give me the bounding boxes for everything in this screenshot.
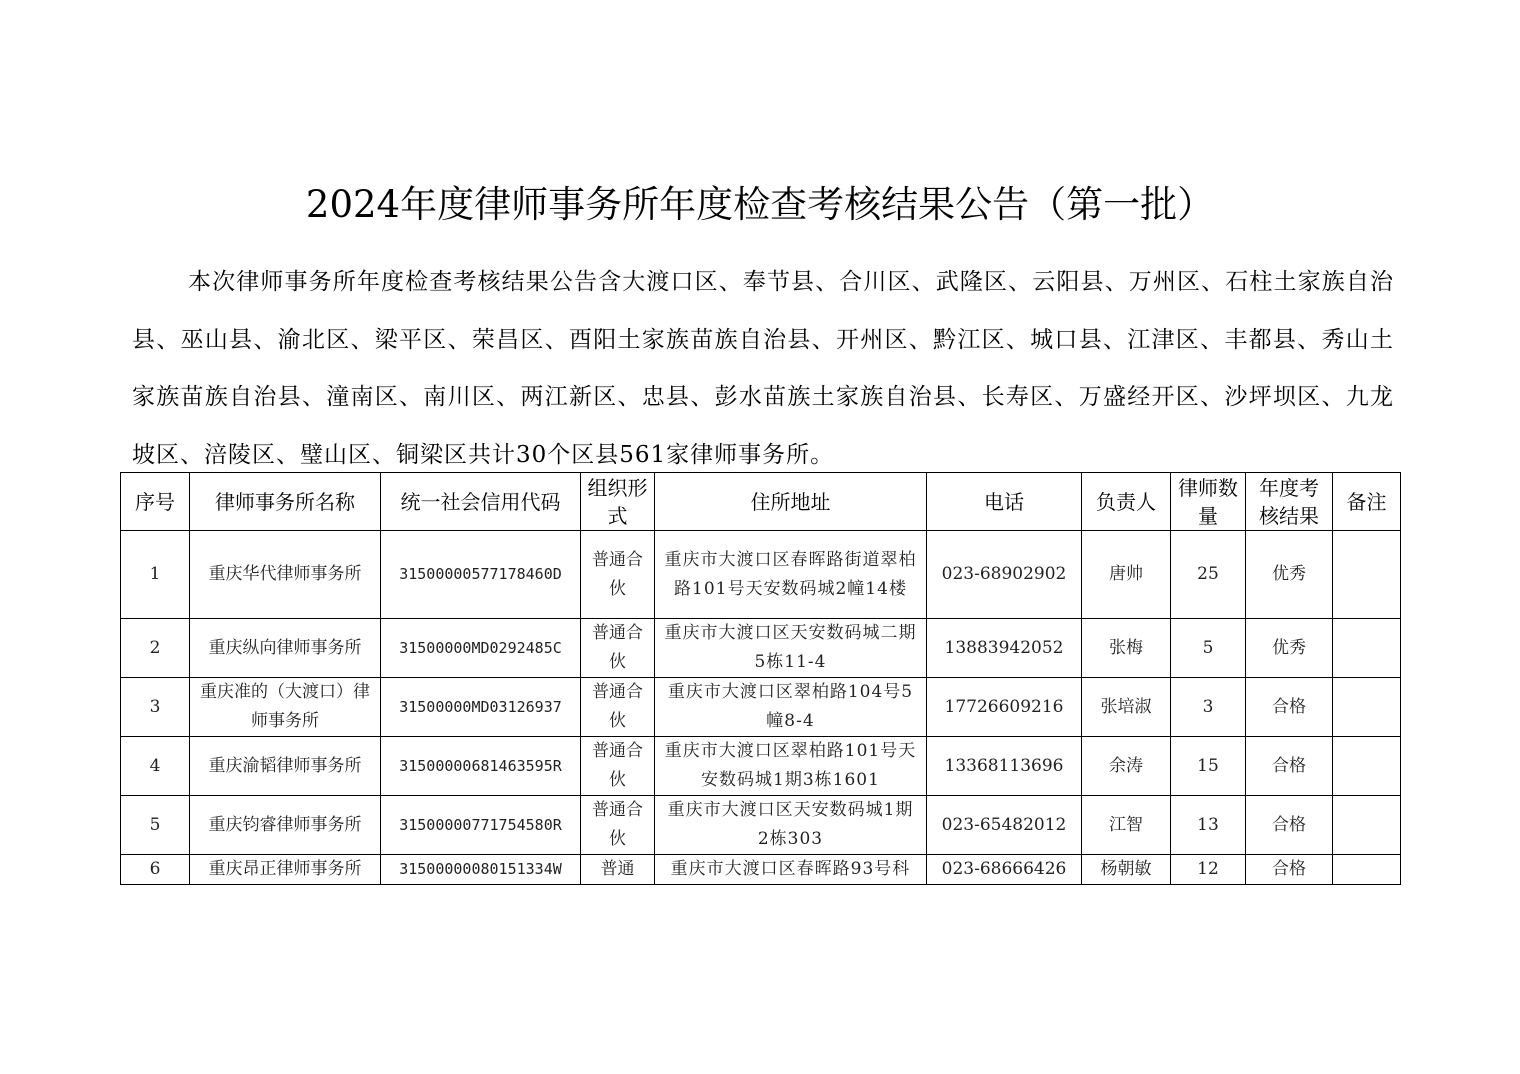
cell-lawyer-count: 12 [1171, 855, 1246, 885]
cell-note [1333, 855, 1401, 885]
cell-address: 重庆市大渡口区天安数码城1期2栋303 [655, 796, 927, 855]
cell-lawyer-count: 3 [1171, 678, 1246, 737]
cell-phone: 023-68666426 [927, 855, 1082, 885]
header-cell: 统一社会信用代码 [381, 473, 581, 531]
cell-credit-code: 31500000MD03126937 [381, 678, 581, 737]
table-header-row [121, 473, 1401, 531]
cell-note [1333, 619, 1401, 678]
cell-no: 3 [121, 678, 190, 737]
cell-head: 江智 [1082, 796, 1171, 855]
cell-firm-name: 重庆纵向律师事务所 [190, 619, 381, 678]
cell-firm-name: 重庆昂正律师事务所 [190, 855, 381, 885]
table-row [121, 531, 1401, 619]
header-cell: 电话 [927, 473, 1082, 531]
cell-no: 5 [121, 796, 190, 855]
cell-firm-name: 重庆渝韬律师事务所 [190, 737, 381, 796]
cell-org-form: 普通合伙 [581, 531, 655, 619]
cell-note [1333, 531, 1401, 619]
cell-address: 重庆市大渡口区春晖路街道翠柏路101号天安数码城2幢14楼 [655, 531, 927, 619]
cell-no: 2 [121, 619, 190, 678]
header-cell: 序号 [121, 473, 190, 531]
cell-credit-code: 31500000681463595R [381, 737, 581, 796]
cell-org-form: 普通合伙 [581, 737, 655, 796]
cell-no: 4 [121, 737, 190, 796]
table-row [121, 737, 1401, 796]
cell-address: 重庆市大渡口区天安数码城二期5栋11-4 [655, 619, 927, 678]
cell-result: 优秀 [1246, 619, 1333, 678]
intro-paragraph: 本次律师事务所年度检查考核结果公告含大渡口区、奉节县、合川区、武隆区、云阳县、万州区、石柱土家族自治县、巫山县、渝北区、梁平区、荣昌区、酉阳土家族苗族自治县、开州区、黔江区、城口县、江津区、丰都县、秀山土家族苗族自治县、潼南区、南川区、两江新区、忠县、彭水苗族土家族自治县、长寿区、万盛经开区、沙坪坝区、九龙坡区、涪陵区、璧山区、铜梁区共计30个区县561家律师事务所。 [132, 269, 1394, 468]
cell-no: 1 [121, 531, 190, 619]
cell-head: 余涛 [1082, 737, 1171, 796]
cell-credit-code: 31500000MD0292485C [381, 619, 581, 678]
cell-org-form: 普通合伙 [581, 678, 655, 737]
header-cell: 律师事务所名称 [190, 473, 381, 531]
cell-firm-name: 重庆钧睿律师事务所 [190, 796, 381, 855]
cell-address: 重庆市大渡口区春晖路93号科 [655, 855, 927, 885]
cell-address: 重庆市大渡口区翠柏路101号天安数码城1期3栋1601 [655, 737, 927, 796]
cell-org-form: 普通合伙 [581, 796, 655, 855]
cell-credit-code: 31500000080151334W [381, 855, 581, 885]
cell-head: 唐帅 [1082, 531, 1171, 619]
cell-lawyer-count: 5 [1171, 619, 1246, 678]
cell-result: 合格 [1246, 855, 1333, 885]
cell-firm-name: 重庆准的（大渡口）律师事务所 [190, 678, 381, 737]
cell-lawyer-count: 13 [1171, 796, 1246, 855]
header-cell: 年度考核结果 [1246, 473, 1333, 531]
cell-credit-code: 31500000577178460D [381, 531, 581, 619]
table-row [121, 619, 1401, 678]
cell-phone: 023-65482012 [927, 796, 1082, 855]
cell-result: 优秀 [1246, 531, 1333, 619]
cell-phone: 13883942052 [927, 619, 1082, 678]
cell-org-form: 普通合伙 [581, 619, 655, 678]
table-row [121, 855, 1401, 885]
cell-note [1333, 796, 1401, 855]
cell-org-form: 普通 [581, 855, 655, 885]
cell-lawyer-count: 25 [1171, 531, 1246, 619]
cell-no: 6 [121, 855, 190, 885]
cell-note [1333, 737, 1401, 796]
header-cell: 住所地址 [655, 473, 927, 531]
header-cell: 备注 [1333, 473, 1401, 531]
cell-firm-name: 重庆华代律师事务所 [190, 531, 381, 619]
table-row [121, 796, 1401, 855]
cell-result: 合格 [1246, 796, 1333, 855]
cell-phone: 17726609216 [927, 678, 1082, 737]
table-row [121, 678, 1401, 737]
cell-head: 张梅 [1082, 619, 1171, 678]
cell-credit-code: 31500000771754580R [381, 796, 581, 855]
header-cell: 律师数量 [1171, 473, 1246, 531]
page-title: 2024年度律师事务所年度检查考核结果公告（第一批） [305, 183, 1215, 226]
header-cell: 负责人 [1082, 473, 1171, 531]
cell-phone: 13368113696 [927, 737, 1082, 796]
cell-result: 合格 [1246, 678, 1333, 737]
cell-head: 杨朝敏 [1082, 855, 1171, 885]
cell-address: 重庆市大渡口区翠柏路104号5幢8-4 [655, 678, 927, 737]
header-cell: 组织形式 [581, 473, 655, 531]
cell-lawyer-count: 15 [1171, 737, 1246, 796]
cell-head: 张培淑 [1082, 678, 1171, 737]
cell-result: 合格 [1246, 737, 1333, 796]
results-table [120, 472, 1401, 885]
cell-note [1333, 678, 1401, 737]
cell-phone: 023-68902902 [927, 531, 1082, 619]
